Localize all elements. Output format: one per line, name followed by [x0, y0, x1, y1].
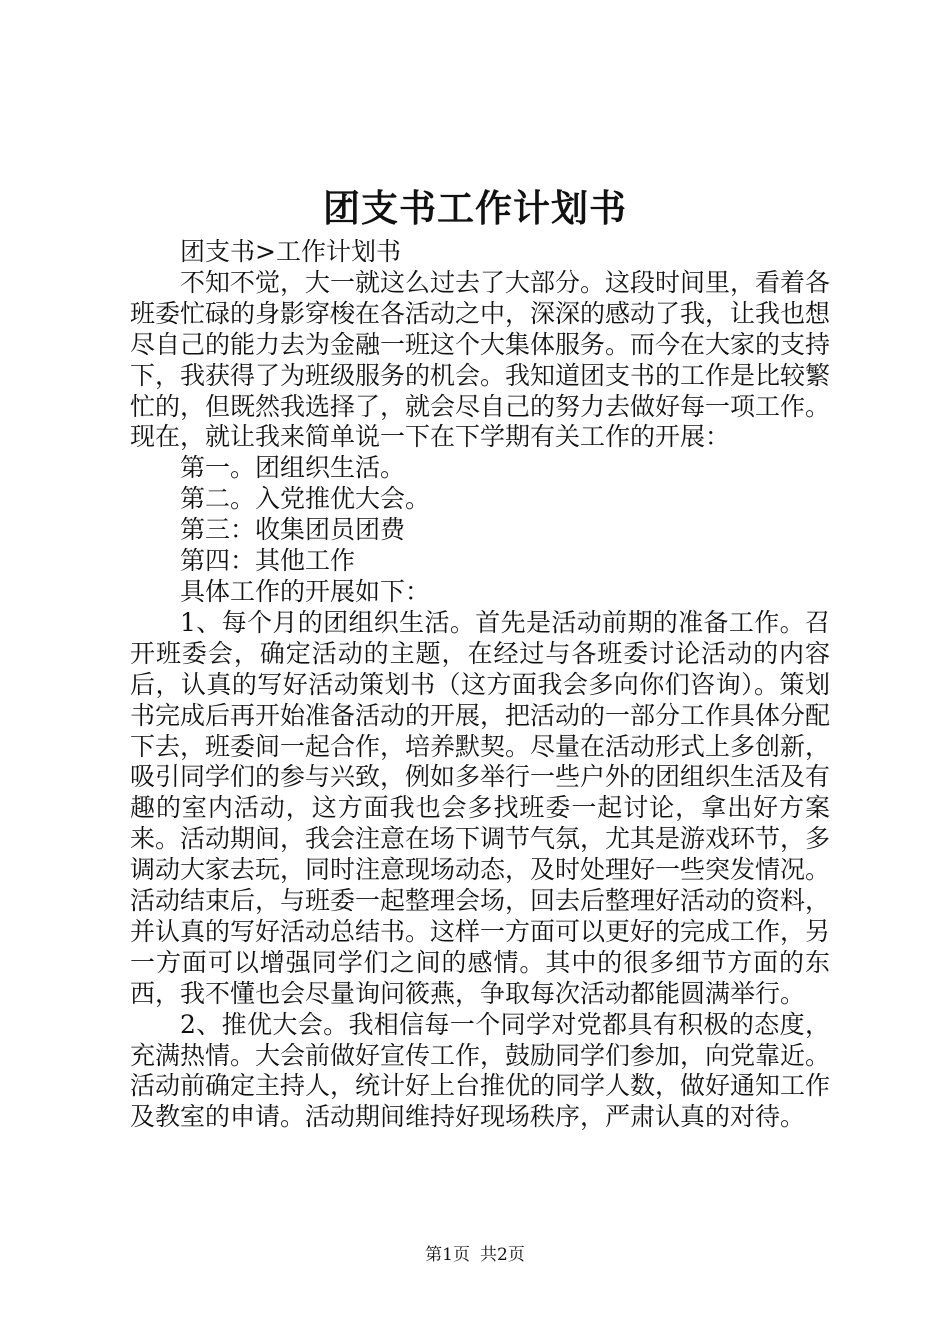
page-total: 共2页 [480, 1245, 525, 1265]
list-item-first: 第一。团组织生活。 [180, 453, 406, 483]
paragraph-item-2: 2、推优大会。我相信每一个同学对党都具有积极的态度，充满热情。大会前做好宣传工作，鼓励同学们参加，向党靠近。活动前确定主持人，统计好上台推优的同学人数，做好通知工作及教室的申请。活动期间维持好现场秩序，严肃认真的对待。 [130, 1009, 831, 1132]
document-body [130, 237, 830, 1133]
list-item-fourth: 第四：其他工作 [180, 546, 356, 576]
document-title: 团支书工作计划书 [323, 186, 627, 230]
list-item-third: 第三：收集团员团费 [180, 515, 406, 545]
page-number: 第1页 [425, 1245, 470, 1265]
paragraph-details-heading: 具体工作的开展如下： [180, 576, 431, 606]
paragraph-item-1: 1、每个月的团组织生活。首先是活动前期的准备工作。召开班委会，确定活动的主题，在经过与各班委讨论活动的内容后，认真的写好活动策划书（这方面我会多向你们咨询）。策划书完成后再开始准备活动的开展，把活动的一部分工作具体分配下去，班委间一起合作，培养默契。尽量在活动形式上多创新，吸引同学们的参与兴致，例如多举行一些户外的团组织生活及有趣的室内活动，这方面我也会多找班委一起讨论，拿出好方案来。活动期间，我会注意在场下调节气氛，尤其是游戏环节，多调动大家去玩，同时注意现场动态，及时处理好一些突发情况。活动结束后，与班委一起整理会场，回去后整理好活动的资料，并认真的写好活动总结书。这样一方面可以更好的完成工作，另一方面可以增强同学们之间的感情。其中的很多细节方面的东西，我不懂也会尽量询问筱燕，争取每次活动都能圆满举行。 [130, 607, 831, 1008]
paragraph-intro: 不知不觉，大一就这么过去了大部分。这段时间里，看着各班委忙碌的身影穿梭在各活动之中，深深的感动了我，让我也想尽自己的能力去为金融一班这个大集体服务。而今在大家的支持下，我获得了为班级服务的机会。我知道团支书的工作是比较繁忙的，但既然我选择了，就会尽自己的努力去做好每一项工作。现在，就让我来简单说一下在下学期有关工作的开展： [130, 267, 831, 452]
paragraph-subtitle: 团支书>工作计划书 [180, 237, 401, 266]
page-footer [0, 1243, 950, 1267]
list-item-second: 第二。入党推优大会。 [180, 484, 431, 514]
